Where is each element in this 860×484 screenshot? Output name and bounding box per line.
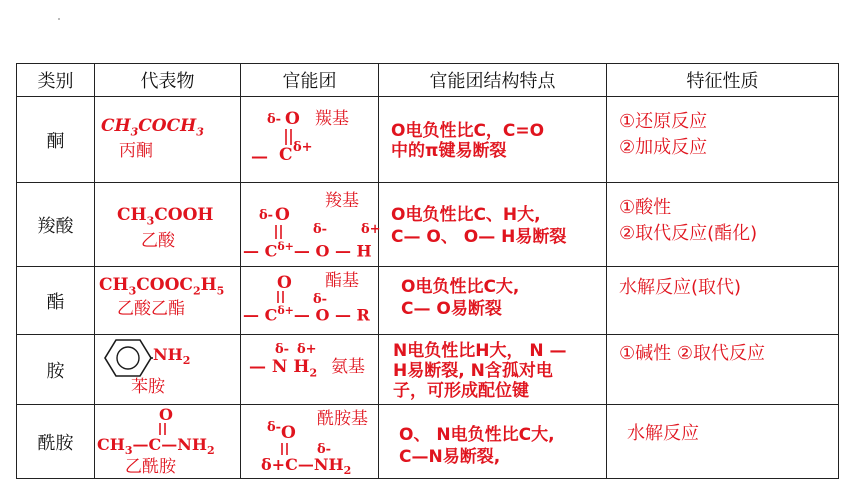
fg-name: 羰基 (315, 109, 349, 129)
row-category: 酮 (17, 97, 95, 183)
feature-line: O电负性比C大, (401, 277, 520, 297)
functional-group-cell (241, 97, 379, 183)
row-category: 酰胺 (17, 405, 95, 479)
fg-atom-o: O (285, 109, 300, 129)
fg-delta-neg: δ- (317, 442, 332, 457)
representative-cell (95, 335, 241, 405)
rep-formula: $CH_3COCH_3$ (101, 116, 204, 139)
fg-chain: — $C^{\delta+}—$ O — R (243, 304, 370, 325)
property-cell (607, 335, 839, 405)
feature-line: C— O易断裂 (401, 299, 502, 319)
structure-feature-cell (379, 335, 607, 405)
feature-line: C— O、 O— H易断裂 (391, 227, 567, 247)
table-row (17, 183, 839, 267)
structure-feature-cell (379, 405, 607, 479)
double-bond-icon (273, 225, 285, 239)
property-line: ②加成反应 (619, 137, 708, 158)
feature-line: 中的π键易断裂 (391, 141, 507, 161)
fg-delta-pos: δ+ (361, 222, 381, 237)
rep-formula: $CH_3—C—NH_2$ (97, 435, 215, 458)
fg-name: 酯基 (325, 271, 359, 291)
fg-delta-pos: δ+ (297, 342, 317, 357)
header-category: 类别 (17, 64, 95, 97)
feature-line: N电负性比H大， N — (393, 341, 567, 361)
rep-name: 丙酮 (119, 141, 153, 161)
rep-name: 乙酰胺 (125, 457, 176, 477)
feature-line: H易断裂, N含孤对电 (393, 361, 553, 381)
header-characteristic-property: 特征性质 (607, 64, 839, 97)
rep-formula: $CH_3COOC_2H_5$ (99, 275, 225, 298)
table-row (17, 97, 839, 183)
representative-cell (95, 97, 241, 183)
functional-group-cell (241, 267, 379, 335)
fg-chain: — $C^{\delta+}—$ O — H (243, 240, 372, 261)
fg-delta-neg: δ- (275, 342, 290, 357)
fg-atom-c: C (279, 145, 293, 165)
fg-atom-o: O (275, 205, 290, 225)
rep-name: 乙酸乙酯 (117, 299, 185, 319)
fg-delta-neg: δ- (267, 112, 282, 127)
fg-delta-neg: δ- (313, 222, 328, 237)
header-row (17, 64, 839, 97)
fg-bond: — (251, 147, 268, 167)
representative-cell (95, 405, 241, 479)
rep-name: 乙酸 (141, 231, 175, 251)
feature-line: O、 N电负性比C大, (399, 425, 555, 445)
feature-line: C—N易断裂, (399, 447, 501, 467)
header-structure-feature: 官能团结构特点 (379, 64, 607, 97)
row-category: 胺 (17, 335, 95, 405)
feature-line: 子，可形成配位键 (393, 381, 529, 401)
property-line: 水解反应 (627, 423, 699, 444)
property-cell (607, 97, 839, 183)
fg-name: 氨基 (331, 357, 365, 377)
representative-cell (95, 183, 241, 267)
feature-line: O电负性比C，C=O (391, 121, 545, 141)
benzene-ring-icon (103, 337, 153, 379)
rep-top-atom: O (159, 405, 173, 424)
fg-name: 酰胺基 (317, 409, 368, 429)
fg-chain: — N $H_2$ (249, 357, 318, 380)
property-line: ①碱性 ②取代反应 (619, 343, 765, 364)
double-bond-icon (279, 443, 291, 455)
fg-delta-pos: δ+ (293, 140, 313, 155)
corner-dot (58, 18, 60, 20)
functional-group-cell (241, 405, 379, 479)
property-cell (607, 267, 839, 335)
property-line: 水解反应(取代) (619, 277, 742, 298)
rep-formula: $CH_3COOH$ (117, 205, 214, 228)
row-category: 酯 (17, 267, 95, 335)
header-functional-group: 官能团 (241, 64, 379, 97)
fg-delta-neg: δ- (313, 292, 328, 307)
fg-chain: $\delta+C—NH_2$ (261, 455, 352, 478)
fg-delta-neg: δ- (259, 208, 274, 223)
structure-feature-cell (379, 183, 607, 267)
fg-name: 羧基 (325, 191, 359, 211)
rep-formula: $NH_2$ (153, 345, 191, 368)
table-row (17, 405, 839, 479)
property-line: ①还原反应 (619, 111, 708, 132)
feature-line: O电负性比C、H大, (391, 205, 541, 225)
property-line: ①酸性 (619, 197, 672, 218)
property-cell (607, 405, 839, 479)
property-cell (607, 183, 839, 267)
rep-name: 苯胺 (131, 377, 165, 397)
representative-cell (95, 267, 241, 335)
fg-atom-o: O (281, 423, 296, 443)
functional-group-cell (241, 335, 379, 405)
structure-feature-cell (379, 97, 607, 183)
row-category: 羧酸 (17, 183, 95, 267)
functional-group-cell (241, 183, 379, 267)
table-row (17, 267, 839, 335)
header-representative: 代表物 (95, 64, 241, 97)
fg-atom-o: O (277, 273, 292, 293)
double-bond-icon (157, 423, 169, 435)
table-row (17, 335, 839, 405)
double-bond-icon (275, 291, 287, 303)
property-line: ②取代反应(酯化) (619, 223, 758, 244)
functional-group-table (16, 63, 839, 479)
fg-delta-neg: δ- (267, 420, 282, 435)
structure-feature-cell (379, 267, 607, 335)
